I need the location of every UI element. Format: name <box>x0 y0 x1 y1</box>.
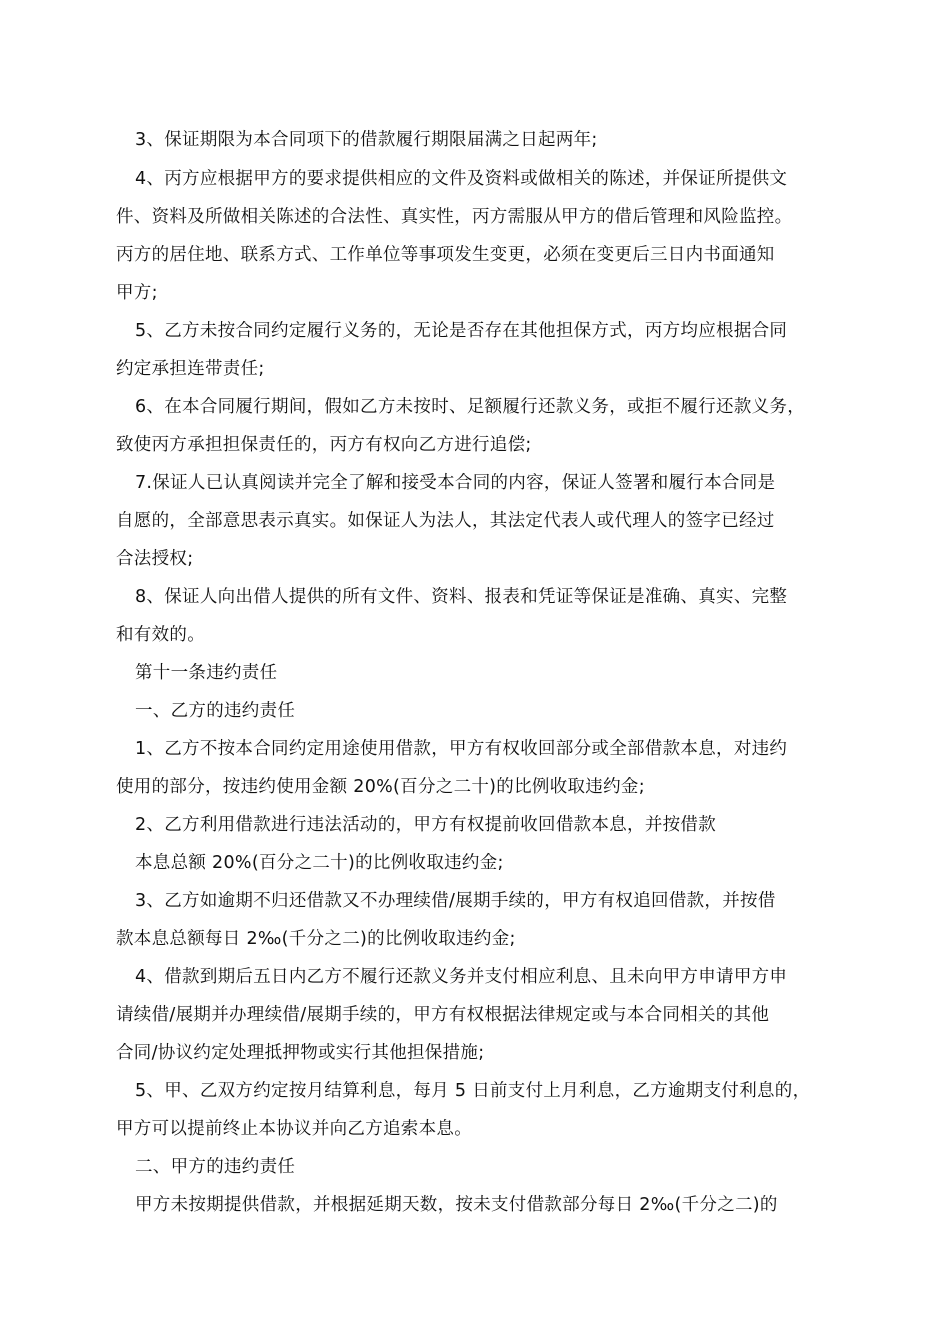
text-line: 4、丙方应根据甲方的要求提供相应的文件及资料或做相关的陈述，并保证所提供文 <box>135 169 788 189</box>
text-line: 丙方的居住地、联系方式、工作单位等事项发生变更，必须在变更后三日内书面通知 <box>116 245 775 265</box>
text-line: 自愿的，全部意思表示真实。如保证人为法人，其法定代表人或代理人的签字已经过 <box>116 511 775 531</box>
text-line: 3、保证期限为本合同项下的借款履行期限届满之日起两年; <box>135 130 598 150</box>
text-line: 7.保证人已认真阅读并完全了解和接受本合同的内容，保证人签署和履行本合同是 <box>135 473 776 493</box>
text-line: 甲方可以提前终止本协议并向乙方追索本息。 <box>116 1119 472 1139</box>
text-line: 甲方未按期提供借款，并根据延期天数，按未支付借款部分每日 2‰(千分之二)的 <box>135 1195 778 1215</box>
text-line: 使用的部分，按违约使用金额 20%(百分之二十)的比例收取违约金; <box>116 777 645 797</box>
text-line: 款本息总额每日 2‰(千分之二)的比例收取违约金; <box>116 929 516 949</box>
subsection-heading: 二、甲方的违约责任 <box>135 1157 296 1177</box>
text-line: 5、乙方未按合同约定履行义务的，无论是否存在其他担保方式，丙方均应根据合同 <box>135 321 788 341</box>
text-line: 5、甲、乙双方约定按月结算利息，每月 5 日前支付上月利息，乙方逾期支付利息的， <box>135 1081 811 1101</box>
text-line: 4、借款到期后五日内乙方不履行还款义务并支付相应利息、且未向甲方申请甲方申 <box>135 967 788 987</box>
text-line: 合法授权; <box>116 549 194 569</box>
text-line: 本息总额 20%(百分之二十)的比例收取违约金; <box>135 853 504 873</box>
section-heading: 第十一条违约责任 <box>135 663 278 683</box>
text-line: 请续借/展期并办理续借/展期手续的，甲方有权根据法律规定或与本合同相关的其他 <box>116 1005 770 1025</box>
text-line: 6、在本合同履行期间，假如乙方未按时、足额履行还款义务，或拒不履行还款义务， <box>135 397 806 417</box>
text-line: 甲方; <box>116 283 158 303</box>
text-line: 1、乙方不按本合同约定用途使用借款，甲方有权收回部分或全部借款本息，对违约 <box>135 739 788 759</box>
text-line: 3、乙方如逾期不归还借款又不办理续借/展期手续的，甲方有权追回借款，并按借 <box>135 891 776 911</box>
text-line: 2、乙方利用借款进行违法活动的，甲方有权提前收回借款本息，并按借款 <box>135 815 717 835</box>
text-line: 合同/协议约定处理抵押物或实行其他担保措施; <box>116 1043 485 1063</box>
text-line: 8、保证人向出借人提供的所有文件、资料、报表和凭证等保证是准确、真实、完整 <box>135 587 788 607</box>
subsection-heading: 一、乙方的违约责任 <box>135 701 296 721</box>
text-line: 和有效的。 <box>116 625 205 645</box>
text-line: 件、资料及所做相关陈述的合法性、真实性，丙方需服从甲方的借后管理和风险监控。 <box>116 207 793 227</box>
text-line: 致使丙方承担担保责任的，丙方有权向乙方进行追偿; <box>116 435 532 455</box>
text-line: 约定承担连带责任; <box>116 359 265 379</box>
